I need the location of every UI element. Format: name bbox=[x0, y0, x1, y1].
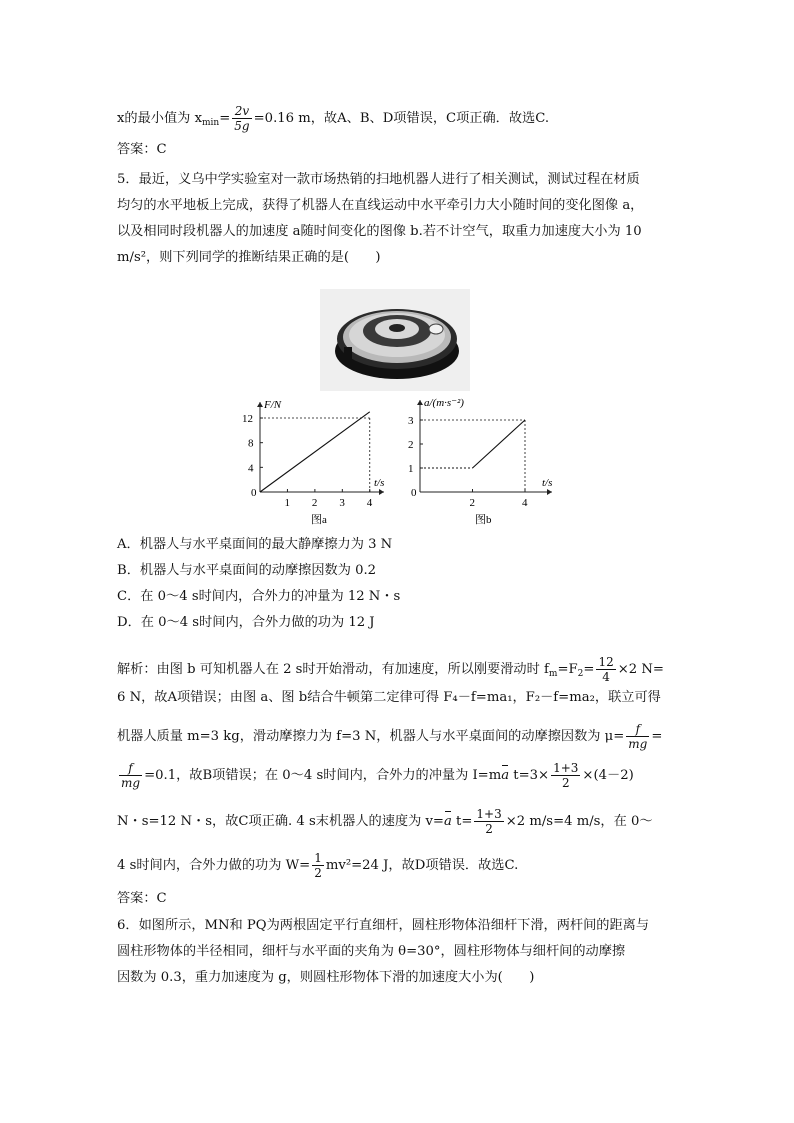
series-line-F bbox=[260, 412, 370, 492]
numerator: 2v bbox=[232, 104, 251, 119]
text: = bbox=[651, 729, 663, 744]
fraction bbox=[119, 761, 142, 790]
option-d: D．在 0～4 s时间内，合外力做的功为 12 J bbox=[117, 615, 375, 630]
question-6-line-1: 6．如图所示，MN和 PQ为两根固定平行直细杆，圆柱形物体沿细杆下滑，两杆间的距离与 bbox=[117, 918, 650, 933]
numerator: 1+3 bbox=[553, 761, 579, 775]
denominator: 5g bbox=[234, 119, 250, 133]
x-axis-arrow bbox=[547, 489, 552, 495]
option-c: C．在 0～4 s时间内，合外力的冲量为 12 N・s bbox=[117, 589, 401, 604]
x-tick-label: 2 bbox=[469, 497, 475, 509]
chart-figure-b bbox=[392, 392, 562, 532]
answer-line: 答案：C bbox=[117, 142, 167, 157]
x-tick-label: 2 bbox=[311, 497, 318, 509]
question-5-line-4: m/s²，则下列同学的推断结果正确的是( ) bbox=[117, 250, 381, 265]
question-6-line-2: 圆柱形物体的半径相同，细杆与水平面的夹角为 θ=30°，圆柱形物体与细杆间的动摩擦 bbox=[117, 944, 626, 959]
x-tick-label: 3 bbox=[339, 497, 345, 509]
text: 机器人质量 m=3 kg，滑动摩擦力为 f=3 N，机器人与水平桌面间的动摩擦因数为 μ= bbox=[117, 729, 625, 744]
text: =0.16 m，故A、B、D项错误，C项正确．故选C. bbox=[253, 111, 550, 126]
y-tick-label: 8 bbox=[248, 437, 254, 450]
y-axis-label: a/(m·s⁻²) bbox=[424, 397, 464, 409]
x-axis-arrow bbox=[379, 489, 384, 495]
fraction bbox=[596, 655, 615, 684]
chart-title: 图a bbox=[311, 514, 327, 526]
chart-figure-a bbox=[240, 392, 390, 532]
subscript: min bbox=[202, 118, 220, 128]
text: mv²=24 J，故D项错误．故选C. bbox=[325, 858, 519, 873]
text: 4 s时间内，合外力做的功为 W= bbox=[117, 858, 311, 873]
fraction bbox=[232, 104, 251, 133]
y-axis-arrow bbox=[257, 402, 263, 407]
series-line-a bbox=[473, 420, 526, 468]
origin-label: 0 bbox=[251, 487, 257, 499]
denominator: 2 bbox=[314, 866, 322, 880]
text: ×(4－2) bbox=[582, 768, 634, 783]
question-5-line-3: 以及相同时段机器人的加速度 a随时间变化的图像 b.若不计空气，取重力加速度大小为 10 bbox=[117, 224, 642, 239]
fraction bbox=[551, 761, 580, 790]
y-tick-label: 4 bbox=[248, 462, 254, 475]
numerator: f bbox=[119, 761, 142, 776]
x-axis-label: t/s bbox=[374, 477, 385, 489]
option-b: B．机器人与水平桌面间的动摩擦因数为 0.2 bbox=[117, 563, 377, 578]
analysis-line-4 bbox=[117, 761, 634, 790]
denominator: mg bbox=[121, 776, 141, 790]
text: = bbox=[583, 662, 595, 677]
text: t=3× bbox=[509, 768, 550, 783]
y-axis-label: F/N bbox=[264, 399, 282, 411]
analysis-line-6 bbox=[117, 851, 518, 880]
numerator: 1+3 bbox=[476, 807, 502, 821]
denominator: 4 bbox=[602, 670, 610, 684]
x-axis-label: t/s bbox=[542, 477, 553, 489]
analysis-line-3 bbox=[117, 722, 662, 751]
text: ×2 N= bbox=[617, 662, 664, 677]
denominator: mg bbox=[628, 737, 648, 751]
option-a: A．机器人与水平桌面间的最大静摩擦力为 3 N bbox=[117, 537, 393, 552]
text: = bbox=[219, 111, 231, 126]
question-6-line-3: 因数为 0.3，重力加速度为 g，则圆柱形物体下滑的加速度大小为( ) bbox=[117, 970, 535, 985]
text: =0.1，故B项错误；在 0～4 s时间内，合外力的冲量为 I=m bbox=[144, 768, 502, 783]
answer-line: 答案：C bbox=[117, 891, 167, 906]
numerator: f bbox=[626, 722, 649, 737]
text: =F bbox=[557, 662, 578, 677]
text: 解析：由图 b 可知机器人在 2 s时开始滑动，有加速度，所以刚要滑动时 f bbox=[117, 662, 549, 677]
numerator: 12 bbox=[598, 655, 614, 669]
top-conclusion-line bbox=[117, 104, 549, 133]
origin-label: 0 bbox=[411, 487, 417, 499]
denominator: 2 bbox=[561, 776, 570, 790]
x-tick-label: 4 bbox=[366, 497, 373, 509]
text: N・s=12 N・s，故C项正确. 4 s末机器人的速度为 v= bbox=[117, 814, 444, 829]
fraction bbox=[312, 851, 324, 880]
fraction bbox=[474, 807, 503, 836]
x-tick-label: 1 bbox=[284, 497, 290, 509]
text: t= bbox=[451, 814, 473, 829]
question-5-line-1: 5．最近，义乌中学实验室对一款市场热销的扫地机器人进行了相关测试，测试过程在材质 bbox=[117, 172, 640, 187]
y-tick-label: 3 bbox=[408, 415, 414, 427]
text: ×2 m/s=4 m/s，在 0～ bbox=[505, 814, 653, 829]
y-tick-label: 2 bbox=[408, 439, 414, 451]
numerator: 1 bbox=[314, 851, 322, 865]
analysis-line-2: 6 N，故A项错误；由图 a、图 b结合牛顿第二定律可得 F₄－f=ma₁，F₂－f=ma₂，联立可得 bbox=[117, 690, 661, 705]
y-tick-label: 1 bbox=[408, 463, 414, 475]
average-symbol: a bbox=[501, 766, 509, 786]
denominator: 2 bbox=[485, 822, 493, 836]
analysis-line-5 bbox=[117, 807, 653, 836]
question-5-line-2: 均匀的水平地板上完成，获得了机器人在直线运动中水平牵引力大小随时间的变化图像 a， bbox=[117, 198, 644, 213]
subscript: 2 bbox=[577, 669, 584, 679]
text: x的最小值为 x bbox=[117, 111, 203, 126]
y-axis-arrow bbox=[417, 400, 423, 405]
x-tick-label: 4 bbox=[522, 497, 528, 509]
subscript: m bbox=[548, 669, 558, 679]
chart-title: 图b bbox=[475, 514, 492, 526]
robot-vacuum-photo bbox=[320, 289, 470, 391]
y-tick-label: 12 bbox=[242, 413, 253, 426]
average-symbol: a bbox=[444, 812, 452, 832]
fraction bbox=[626, 722, 649, 751]
analysis-line-1 bbox=[117, 655, 664, 684]
